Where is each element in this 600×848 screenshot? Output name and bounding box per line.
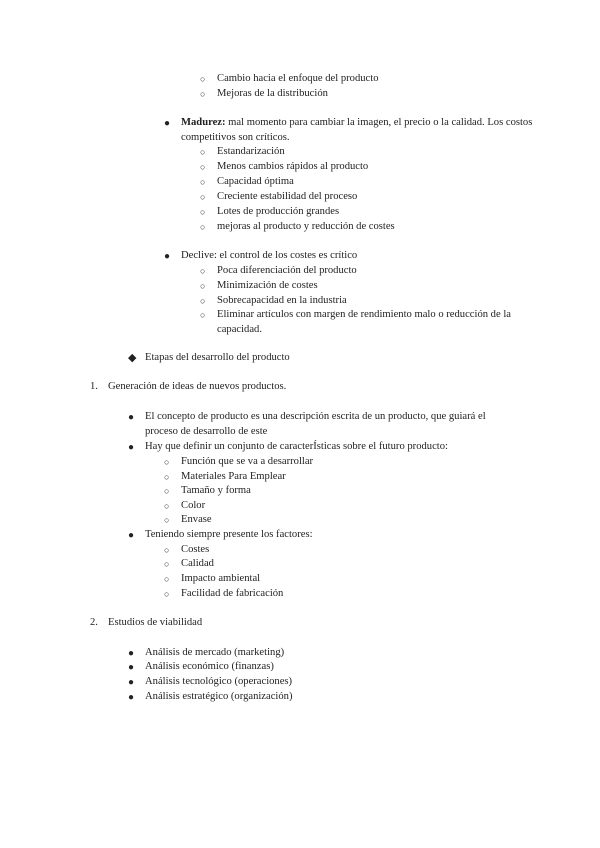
diamond-bullet-icon: ◆ — [128, 352, 137, 364]
maturity-paragraph — [181, 116, 541, 145]
list-item: mejoras al producto y reducción de costes — [217, 221, 395, 232]
list-item: Análisis tecnológico (operaciones) — [145, 676, 293, 687]
list-item: Facilidad de fabricación — [181, 588, 284, 599]
define-paragraph: Hay que definir un conjunto de caracterÍsticas sobre el futuro producto: — [145, 441, 448, 452]
bullet-icon: ● — [128, 662, 135, 673]
hollow-bullet-icon: ○ — [164, 472, 170, 482]
hollow-bullet-icon: ○ — [200, 296, 206, 306]
decline-paragraph: Declive: el control de los costes es crítico — [181, 250, 358, 261]
hollow-bullet-icon: ○ — [200, 266, 206, 276]
maturity-term: Madurez: — [181, 117, 226, 128]
section-number: 1. — [90, 381, 98, 392]
stages-heading: Etapas del desarrollo del producto — [145, 352, 290, 363]
hollow-bullet-icon: ○ — [164, 501, 170, 511]
list-item: Menos cambios rápidos al producto — [217, 161, 369, 172]
hollow-bullet-icon: ○ — [164, 545, 170, 555]
bullet-icon: ● — [128, 648, 135, 659]
list-item: Costes — [181, 544, 210, 555]
section-title: Generación de ideas de nuevos productos. — [108, 381, 287, 392]
hollow-bullet-icon: ○ — [200, 281, 206, 291]
list-item: Minimización de costes — [217, 280, 318, 291]
list-item: Impacto ambiental — [181, 573, 261, 584]
bullet-icon: ● — [128, 530, 135, 541]
list-item: Cambio hacia el enfoque del producto — [217, 73, 379, 84]
list-item: Tamaño y forma — [181, 485, 251, 496]
list-item: Envase — [181, 514, 212, 525]
list-item: Análisis de mercado (marketing) — [145, 647, 285, 658]
list-item: Análisis estratégico (organización) — [145, 691, 293, 702]
list-item: Estandarización — [217, 146, 285, 157]
list-item: Sobrecapacidad en la industria — [217, 295, 347, 306]
concept-paragraph: El concepto de producto es una descripción escrita de un producto, que guiará el proceso de desarrollo de este — [145, 411, 486, 437]
list-item: Análisis económico (finanzas) — [145, 661, 274, 672]
section-number: 2. — [90, 617, 98, 628]
list-item: Poca diferenciación del producto — [217, 265, 357, 276]
hollow-bullet-icon: ○ — [200, 207, 206, 217]
hollow-bullet-icon: ○ — [164, 589, 170, 599]
hollow-bullet-icon: ○ — [164, 559, 170, 569]
hollow-bullet-icon: ○ — [200, 89, 206, 99]
list-item: Color — [181, 500, 206, 511]
hollow-bullet-icon: ○ — [164, 574, 170, 584]
section-title: Estudios de viabilidad — [108, 617, 203, 628]
bullet-icon: ● — [164, 251, 171, 262]
bullet-icon: ● — [128, 442, 135, 453]
factors-paragraph: Teniendo siempre presente los factores: — [145, 529, 313, 540]
hollow-bullet-icon: ○ — [164, 515, 170, 525]
hollow-bullet-icon: ○ — [164, 457, 170, 467]
list-item: Función que se va a desarrollar — [181, 456, 314, 467]
list-item: Capacidad óptima — [217, 176, 294, 187]
hollow-bullet-icon: ○ — [200, 222, 206, 232]
bullet-icon: ● — [128, 692, 135, 703]
list-item: Eliminar artículos con margen de rendimiento malo o reducción de la capacidad. — [217, 309, 511, 335]
hollow-bullet-icon: ○ — [200, 192, 206, 202]
bullet-icon: ● — [128, 677, 135, 688]
hollow-bullet-icon: ○ — [200, 162, 206, 172]
hollow-bullet-icon: ○ — [200, 147, 206, 157]
list-item: Mejoras de la distribución — [217, 88, 328, 99]
list-item: Lotes de producción grandes — [217, 206, 340, 217]
list-item: Creciente estabilidad del proceso — [217, 191, 358, 202]
hollow-bullet-icon: ○ — [164, 486, 170, 496]
bullet-icon: ● — [164, 118, 171, 129]
hollow-bullet-icon: ○ — [200, 310, 206, 320]
list-item: Materiales Para Emplear — [181, 471, 286, 482]
hollow-bullet-icon: ○ — [200, 74, 206, 84]
list-item: Calidad — [181, 558, 214, 569]
bullet-icon: ● — [128, 412, 135, 423]
hollow-bullet-icon: ○ — [200, 177, 206, 187]
maturity-text: mal momento para cambiar la imagen, el precio o la calidad. Los costos competitivos son críticos. — [181, 117, 533, 143]
